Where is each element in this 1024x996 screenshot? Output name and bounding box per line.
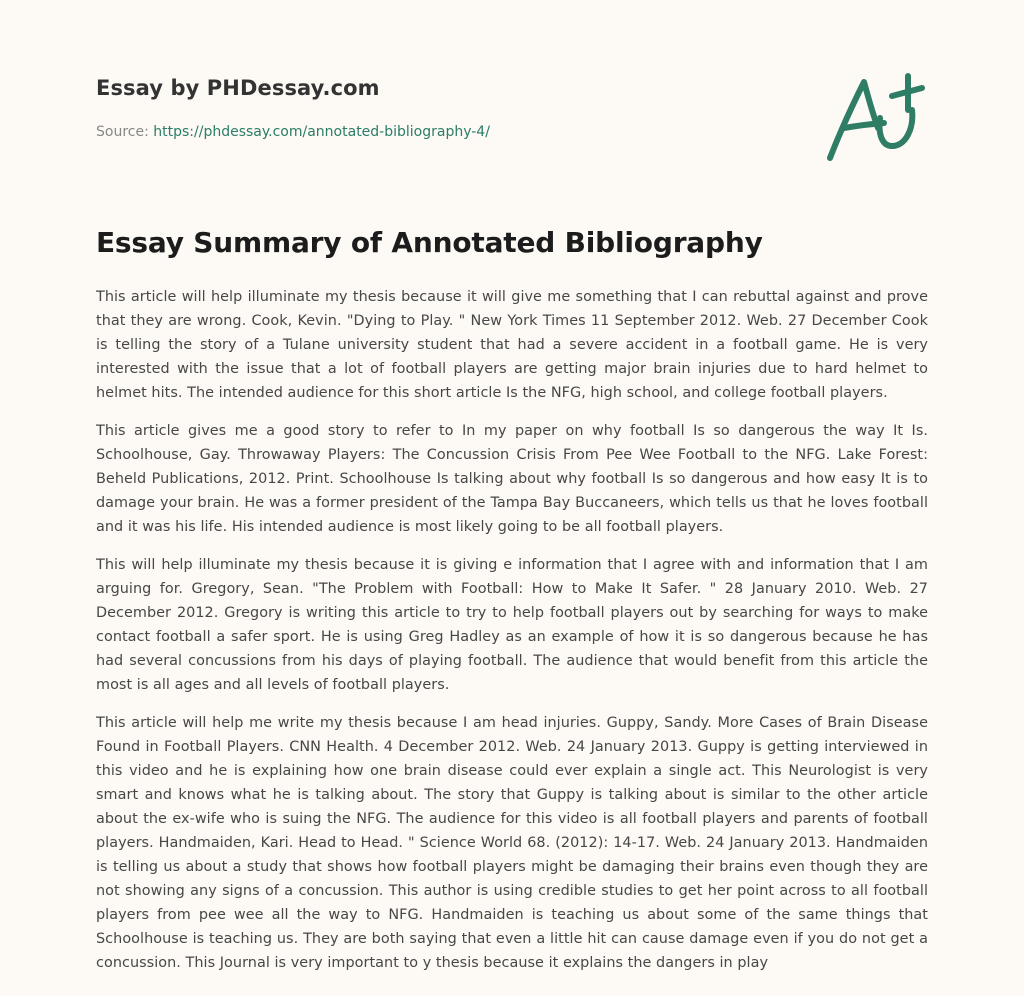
source-line <box>96 124 490 140</box>
article-paragraph: This article gives me a good story to refer to In my paper on why football Is so dangerous the way It Is. Schoolhouse, Gay. Throwaway Players: The Concussion Crisis From Pee Wee Football to the NFG. Lake Forest: Beheld Publications, 2012. Print. Schoolhouse Is talking about why football Is so dangerous and how easy It is to damage your brain. He was a former president of the Tampa Bay Buccaneers, which tells us that he loves football and it was his life. His intended audience is most likely going to be all football players. <box>96 423 928 535</box>
page-title: Essay Summary of Annotated Bibliography <box>96 226 763 259</box>
article-paragraph: This article will help illuminate my thesis because it will give me something that I can rebuttal against and prove that they are wrong. Cook, Kevin. "Dying to Play. " New York Times 11 September 2012. Web. 27 December Cook is telling the story of a Tulane university student that had a severe accident in a football game. He is very interested with the issue that a lot of football players are getting major brain injuries due to hard helmet to helmet hits. The intended audience for this short article Is the NFG, high school, and college football players. <box>96 289 928 401</box>
a-plus-grade-icon <box>822 66 930 166</box>
site-title: Essay by PHDessay.com <box>96 76 380 100</box>
source-label: Source: <box>96 124 154 140</box>
article-paragraph: This article will help me write my thesis because I am head injuries. Guppy, Sandy. More Cases of Brain Disease Found in Football Players. CNN Health. 4 December 2012. Web. 24 January 2013. Guppy is getting interviewed in this video and he is explaining how one brain disease could ever explain a single act. This Neurologist is very smart and knows what he is talking about. The story that Guppy is talking about is similar to the other article about the ex-wife who is suing the NFG. The audience for this video is all football players and parents of football players. Handmaiden, Kari. Head to Head. " Science World 68. (2012): 14-17. Web. 24 January 2013. Handmaiden is telling us about a study that shows how football players might be damaging their brains even though they are not showing any signs of a concussion. This author is using credible studies to get her point across to all football players from pee wee all the way to NFG. Handmaiden is teaching us about some of the same things that Schoolhouse is teaching us. They are both saying that even a little hit can cause damage even if you do not get a concussion. This Journal is very important to y thesis because it explains the dangers in play <box>96 715 928 971</box>
article-body <box>96 285 928 989</box>
article-paragraph: This will help illuminate my thesis because it is giving e information that I agree with and information that I am arguing for. Gregory, Sean. "The Problem with Football: How to Make It Safer. " 28 January 2010. Web. 27 December 2012. Gregory is writing this article to try to help football players out by searching for ways to make contact football a safer sport. He is using Greg Hadley as an example of how it is so dangerous because he has had several concussions from his days of playing football. The audience that would benefit from this article the most is all ages and all levels of football players. <box>96 557 928 693</box>
source-link[interactable]: https://phdessay.com/annotated-bibliography-4/ <box>153 124 490 140</box>
page-header <box>96 74 928 174</box>
